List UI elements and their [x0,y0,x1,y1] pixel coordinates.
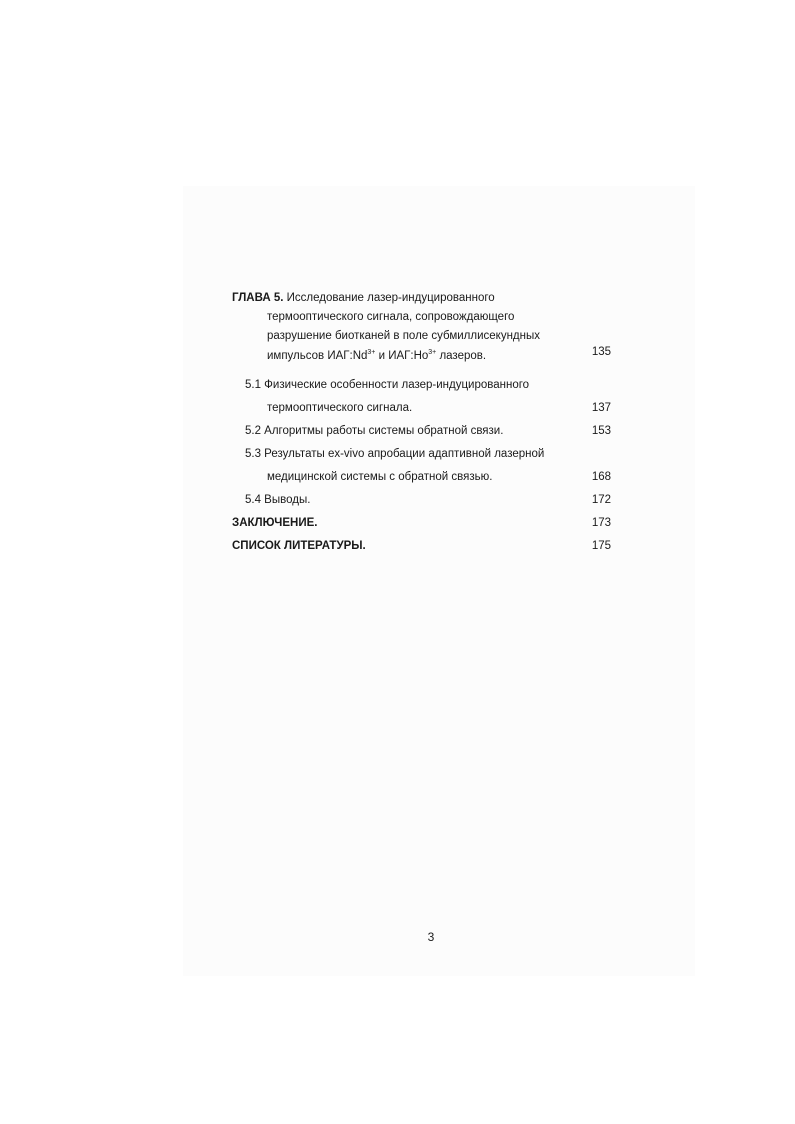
toc-section-5-3-line2: медицинской системы с обратной связью. [267,471,493,483]
superscript-charge-2: 3+ [428,349,437,357]
toc-section-5-1-line2: термооптического сигнала. [267,402,413,414]
toc-section-5-3-page: 168 [591,471,611,483]
toc-chapter5-line4-part-a: импульсов ИАГ:Nd [267,350,368,362]
toc-conclusion-page: 173 [591,517,611,529]
page-number: 3 [427,930,435,944]
toc-chapter5-line4-part-b: и ИАГ:Ho [375,350,429,362]
toc-chapter5-label: ГЛАВА 5. [232,292,284,304]
toc-references-page: 175 [591,540,611,552]
toc-section-5-2-page: 153 [591,425,611,437]
toc-section-5-4-line1: 5.4 Выводы. [245,494,311,506]
toc-section-5-1-page: 137 [591,402,611,414]
toc-chapter5-page: 135 [591,346,611,358]
toc-section-5-4-page: 172 [591,494,611,506]
toc-section-5-2-line1: 5.2 Алгоритмы работы системы обратной связи. [245,425,504,437]
toc-section-5-1-line1: 5.1 Физические особенности лазер-индуцированного [245,379,530,391]
superscript-charge-1: 3+ [367,349,376,357]
toc-chapter5-title-line2: термооптического сигнала, сопровождающего [267,311,515,323]
toc-chapter5-line4-part-c: лазеров. [436,350,487,362]
toc-chapter5-line1 [232,291,495,305]
toc-chapter5-title-line4 [267,349,486,363]
toc-references: СПИСОК ЛИТЕРАТУРЫ. [232,540,366,552]
toc-section-5-3-line1: 5.3 Результаты ex-vivo апробации адаптивной лазерной [245,448,545,460]
toc-chapter5-title-line1: Исследование лазер-индуцированного [286,292,495,304]
toc-chapter5-title-line3: разрушение биотканей в поле субмиллисекундных [267,330,541,342]
toc-conclusion: ЗАКЛЮЧЕНИЕ. [232,517,318,529]
